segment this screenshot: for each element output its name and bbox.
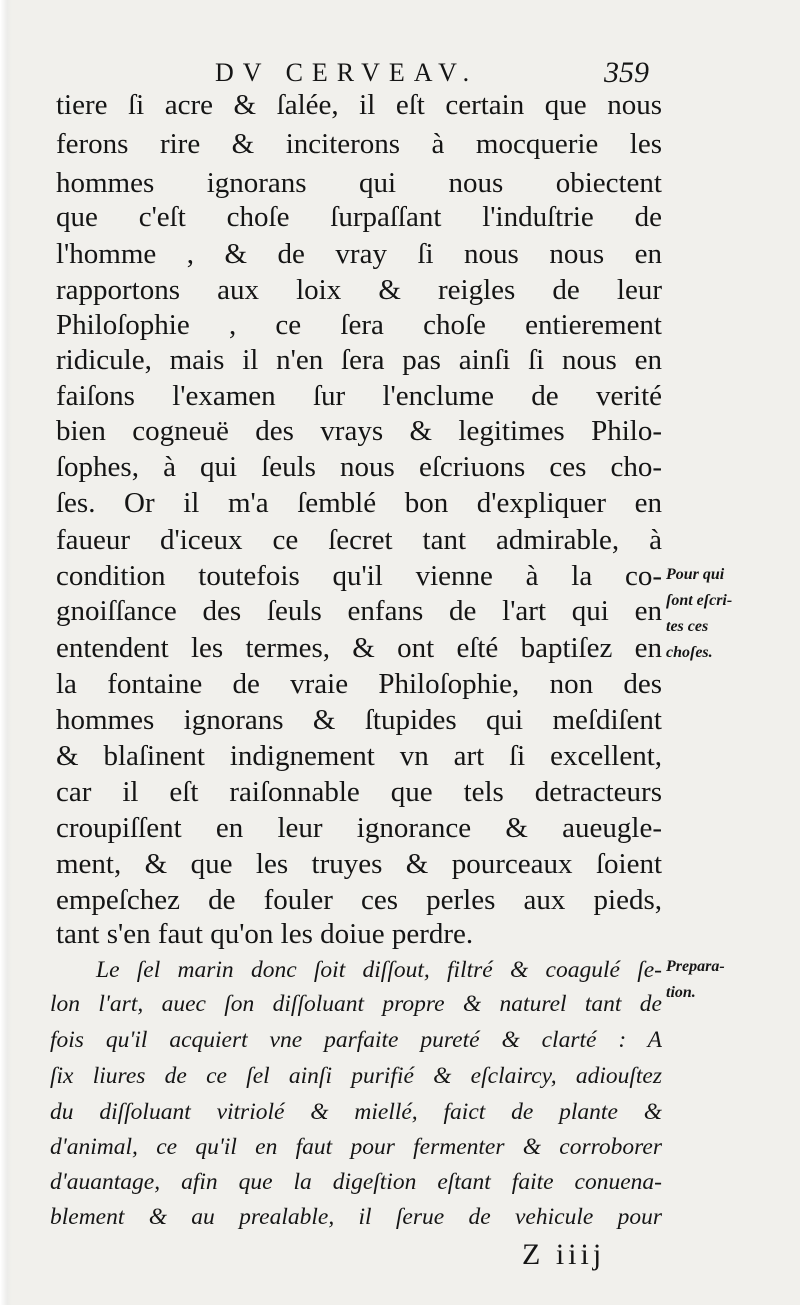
text-line: ſophes, à qui ſeuls nous eſcriuons ces cho- — [56, 451, 662, 483]
text-line: la fontaine de vraie Philoſophie, non des — [56, 668, 662, 700]
margin-note-line: Pour qui — [666, 566, 725, 583]
text-line: tant s'en faut qu'on les doiue perdre. — [56, 918, 474, 950]
text-line: ment, & que les truyes & pourceaux ſoient — [56, 848, 662, 880]
italic-text-line: du diſſoluant vitriolé & miellé, faict de plante & — [50, 1099, 662, 1125]
text-line: rapportons aux loix & reigles de leur — [56, 274, 662, 306]
italic-text-line: d'animal, ce qu'il en faut pour fermenter & corroborer — [50, 1134, 662, 1160]
margin-note-line: tion. — [666, 984, 696, 1001]
italic-text-line: Le ſel marin donc ſoit diſſout, filtré & coagulé ſe- — [96, 957, 662, 983]
text-line: bien cogneuë des vrays & legitimes Philo- — [56, 415, 662, 447]
margin-note-line: Prepara- — [666, 958, 725, 975]
text-line: l'homme , & de vray ſi nous nous en — [56, 238, 662, 270]
page-edge-shadow — [0, 0, 12, 1305]
signature-mark: Z iiij — [522, 1238, 606, 1271]
margin-note-line: ſont eſcri- — [666, 592, 733, 609]
italic-text-line: ſix liures de ce ſel ainſi purifié & eſclaircy, adiouſtez — [50, 1063, 662, 1089]
italic-text-line: blement & au prealable, il ſerue de vehicule pour — [50, 1204, 662, 1230]
text-line: ridicule, mais il n'en ſera pas ainſi ſi nous en — [56, 344, 662, 376]
text-line: que c'eſt choſe ſurpaſſant l'induſtrie de — [56, 201, 662, 233]
text-line: entendent les termes, & ont eſté baptiſez en — [56, 632, 662, 664]
text-line: gnoiſſance des ſeuls enfans de l'art qui en — [56, 595, 662, 627]
text-line: croupiſſent en leur ignorance & aueugle- — [56, 812, 662, 844]
running-head: DV CERVEAV. — [215, 58, 479, 87]
text-line: hommes ignorans & ſtupides qui meſdiſent — [56, 704, 662, 736]
text-line: condition toutefois qu'il vienne à la co- — [56, 560, 662, 592]
text-line: Philoſophie , ce ſera choſe entierement — [56, 309, 662, 341]
page-number: 359 — [604, 56, 649, 89]
margin-note-pour-qui — [666, 562, 794, 666]
italic-text-line: d'auantage, afin que la digeſtion eſtant faite conuena- — [50, 1169, 662, 1195]
text-line: empeſchez de fouler ces perles aux pieds, — [56, 884, 662, 916]
text-line: ſes. Or il m'a ſemblé bon d'expliquer en — [56, 487, 662, 519]
italic-text-line: lon l'art, auec ſon diſſoluant propre & naturel tant de — [50, 991, 662, 1017]
text-line: faiſons l'examen ſur l'enclume de verité — [56, 380, 662, 412]
margin-note-line: choſes. — [666, 644, 713, 661]
text-line: faueur d'iceux ce ſecret tant admirable, à — [56, 524, 662, 556]
text-line: tiere ſi acre & ſalée, il eſt certain que nous — [56, 89, 662, 121]
text-line: car il eſt raiſonnable que tels detracteurs — [56, 776, 662, 808]
margin-note-line: tes ces — [666, 618, 709, 635]
text-line: & blaſinent indignement vn art ſi excellent, — [56, 740, 662, 772]
text-line: hommes ignorans qui nous obiectent — [56, 167, 662, 199]
italic-text-line: fois qu'il acquiert vne parfaite pureté & clarté : A — [50, 1027, 662, 1053]
margin-note-preparation — [666, 954, 794, 1006]
text-line: ferons rire & inciterons à mocquerie les — [56, 128, 662, 160]
